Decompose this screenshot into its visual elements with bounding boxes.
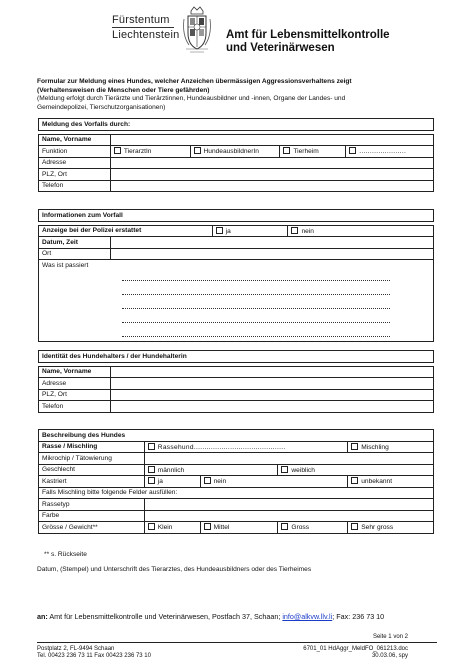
option-kastriert-ja[interactable]: ja bbox=[144, 476, 200, 488]
signature-line-label: Datum, (Stempel) und Unterschrift des Tierarztes, des Hundeausbildners oder des Tierheimes bbox=[37, 566, 312, 573]
owner-telefon-field[interactable] bbox=[110, 401, 433, 413]
form-intro bbox=[37, 78, 447, 112]
option-maennlich[interactable]: männlich bbox=[144, 464, 278, 476]
reporter-plz-field[interactable] bbox=[110, 169, 433, 181]
checkbox[interactable] bbox=[194, 147, 201, 154]
owner-telefon-label: Telefon bbox=[39, 401, 111, 413]
page-number: Seite 1 von 2 bbox=[372, 634, 408, 640]
owner-name-label: Name, Vorname bbox=[39, 366, 111, 378]
email-link[interactable]: info@alkvw.llv.li bbox=[282, 612, 333, 621]
chip-field[interactable] bbox=[144, 453, 433, 465]
checkbox[interactable] bbox=[148, 466, 155, 473]
form-title-line2: (Verhaltensweisen die Menschen oder Tiere gefährden) bbox=[37, 86, 210, 94]
funktion-label: Funktion bbox=[39, 146, 111, 158]
send-to-line bbox=[37, 612, 384, 621]
reporter-telefon-label: Telefon bbox=[39, 180, 111, 192]
checkbox[interactable] bbox=[349, 147, 356, 154]
send-to-prefix: an: bbox=[37, 612, 48, 621]
owner-plz-field[interactable] bbox=[110, 389, 433, 401]
checkbox[interactable] bbox=[351, 523, 358, 530]
brand-rule bbox=[112, 27, 174, 28]
owner-heading: Identität des Hundehalters / der Hundehalterin bbox=[39, 351, 434, 363]
rasse-label: Rasse / Mischling bbox=[39, 441, 145, 453]
checkbox[interactable] bbox=[351, 443, 358, 450]
reporter-telefon-field[interactable] bbox=[110, 180, 433, 192]
dotted-line bbox=[122, 309, 390, 323]
option-mischling[interactable]: Mischling bbox=[348, 441, 434, 453]
owner-section bbox=[38, 350, 434, 413]
office-title bbox=[226, 29, 390, 55]
footer-address bbox=[37, 646, 151, 660]
owner-adresse-field[interactable] bbox=[110, 378, 433, 390]
option-kastriert-unbekannt[interactable]: unbekannt bbox=[348, 476, 434, 488]
ort-field[interactable] bbox=[110, 248, 433, 260]
checkbox[interactable] bbox=[281, 523, 288, 530]
send-to-text: Amt für Lebensmittelkontrolle und Veterinärwesen, Postfach 37, Schaan; bbox=[49, 612, 281, 621]
footer-left-line2: Tel. 00423 236 73 11 Fax 00423 236 73 10 bbox=[37, 653, 151, 659]
option-tierarzt[interactable]: TierarztIn bbox=[110, 146, 190, 158]
option-kastriert-nein[interactable]: nein bbox=[200, 476, 348, 488]
checkbox[interactable] bbox=[281, 466, 288, 473]
dotted-line bbox=[122, 323, 390, 337]
checkbox[interactable] bbox=[148, 443, 155, 450]
send-to-fax: ; Fax: 236 73 10 bbox=[332, 612, 385, 621]
datum-label: Datum, Zeit bbox=[39, 237, 111, 249]
mischling-note: Falls Mischling bitte folgende Felder ausfüllen: bbox=[39, 487, 434, 499]
brand-line2: Liechtenstein bbox=[112, 29, 180, 41]
ort-label: Ort bbox=[39, 248, 111, 260]
option-weiblich[interactable]: weiblich bbox=[278, 464, 434, 476]
farbe-field[interactable] bbox=[144, 510, 433, 522]
option-other[interactable]: ...................... bbox=[346, 146, 434, 158]
option-tierheim[interactable]: Tierheim bbox=[280, 146, 346, 158]
footnote: ** s. Rückseite bbox=[44, 551, 87, 558]
dotted-line bbox=[122, 281, 390, 295]
footer-right-line2: 30.03.06, spy bbox=[371, 653, 408, 659]
option-hundeausbildner[interactable]: HundeausbildnerIn bbox=[190, 146, 280, 158]
form-title-line1: Formular zur Meldung eines Hundes, welcher Anzeichen übermässigen Aggressionsverhaltens zeigt bbox=[37, 78, 352, 85]
option-rassehund[interactable]: Rassehund........................................... bbox=[144, 441, 347, 453]
form-subtitle-line2: Gemeindepolizei, Tierschutzorganisationen) bbox=[37, 103, 166, 111]
reporter-adresse-field[interactable] bbox=[110, 157, 433, 169]
dotted-line bbox=[122, 267, 390, 281]
form-subtitle-line1: (Meldung erfolgt durch Tierärzte und Tierärztinnen, Hundeausbildner und -innen, Organe der Landes- und bbox=[37, 95, 346, 102]
checkbox[interactable] bbox=[204, 477, 211, 484]
page-header bbox=[0, 0, 474, 70]
office-line2: und Veterinärwesen bbox=[226, 42, 335, 54]
reporter-plz-label: PLZ, Ort bbox=[39, 169, 111, 181]
kastriert-label: Kastriert bbox=[39, 476, 145, 488]
owner-plz-label: PLZ, Ort bbox=[39, 389, 111, 401]
groesse-label: Grösse / Gewicht** bbox=[39, 522, 145, 534]
brand-block bbox=[112, 14, 179, 41]
coat-of-arms-icon bbox=[181, 5, 213, 57]
option-sehrgross[interactable]: Sehr gross bbox=[348, 522, 434, 534]
checkbox[interactable] bbox=[148, 477, 155, 484]
option-anzeige-ja[interactable]: ja bbox=[212, 225, 288, 237]
owner-name-field[interactable] bbox=[110, 366, 433, 378]
datum-field[interactable] bbox=[110, 237, 433, 249]
reporter-name-label: Name, Vorname bbox=[39, 134, 111, 146]
option-mittel[interactable]: Mittel bbox=[200, 522, 278, 534]
option-anzeige-nein[interactable]: nein bbox=[288, 225, 434, 237]
checkbox[interactable] bbox=[351, 477, 358, 484]
footer-docinfo bbox=[303, 646, 408, 660]
was-passiert-field[interactable] bbox=[39, 260, 434, 342]
reporter-heading: Meldung des Vorfalls durch: bbox=[39, 119, 434, 131]
was-passiert-label: Was ist passiert bbox=[42, 262, 89, 269]
option-klein[interactable]: Klein bbox=[144, 522, 200, 534]
rassetyp-label: Rassetyp bbox=[39, 499, 145, 511]
footer-right-line1: 6701_01 HdAggr_MeldFO_061213.doc bbox=[303, 646, 408, 652]
checkbox[interactable] bbox=[291, 227, 298, 234]
checkbox[interactable] bbox=[216, 227, 223, 234]
checkbox[interactable] bbox=[114, 147, 121, 154]
office-line1: Amt für Lebensmittelkontrolle bbox=[226, 29, 390, 41]
dotted-line bbox=[122, 295, 390, 309]
anzeige-label: Anzeige bei der Polizei erstattet bbox=[39, 225, 213, 237]
incident-section bbox=[38, 209, 434, 342]
incident-heading: Informationen zum Vorfall bbox=[39, 210, 434, 222]
owner-adresse-label: Adresse bbox=[39, 378, 111, 390]
checkbox[interactable] bbox=[148, 523, 155, 530]
geschlecht-label: Geschlecht bbox=[39, 464, 145, 476]
brand-line1: Fürstentum bbox=[112, 14, 170, 26]
reporter-name-field[interactable] bbox=[110, 134, 433, 146]
dog-section bbox=[38, 429, 434, 534]
reporter-section bbox=[38, 118, 434, 192]
dog-heading: Beschreibung des Hundes bbox=[39, 430, 434, 442]
reporter-adresse-label: Adresse bbox=[39, 157, 111, 169]
footer-rule bbox=[37, 642, 437, 643]
footer-left-line1: Postplatz 2, FL-9494 Schaan bbox=[37, 646, 115, 652]
farbe-label: Farbe bbox=[39, 510, 145, 522]
checkbox[interactable] bbox=[283, 147, 290, 154]
chip-label: Mikrochip / Tätowierung bbox=[39, 453, 145, 465]
option-gross[interactable]: Gross bbox=[278, 522, 348, 534]
checkbox[interactable] bbox=[204, 523, 211, 530]
rassetyp-field[interactable] bbox=[144, 499, 433, 511]
